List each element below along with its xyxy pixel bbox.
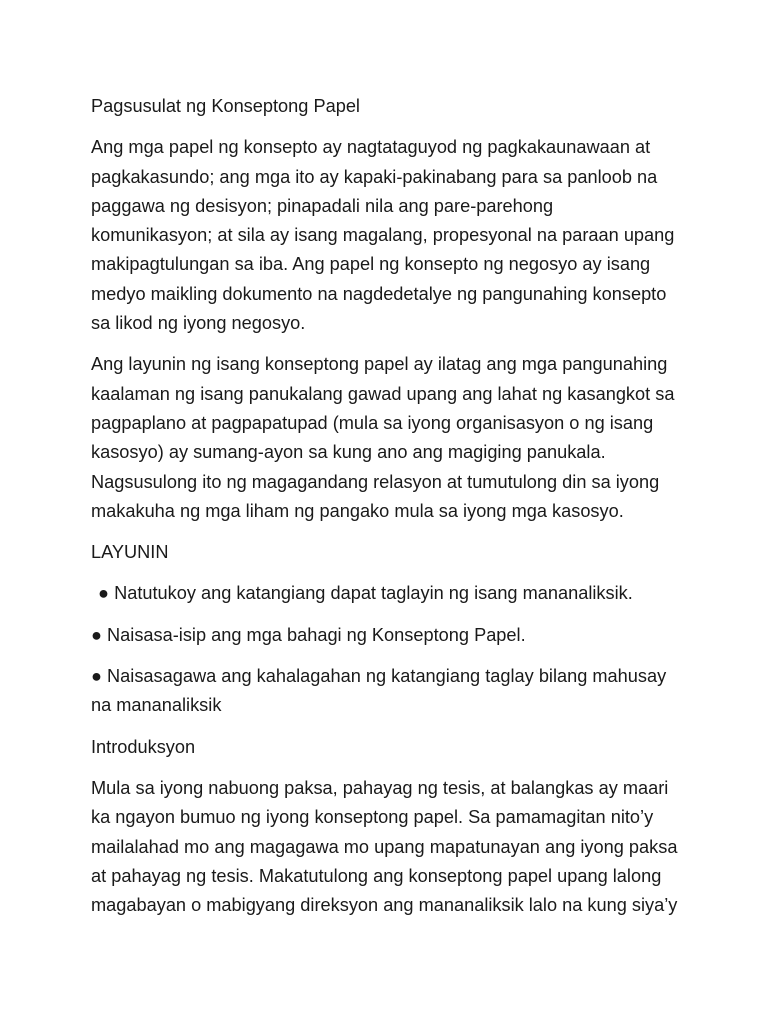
paragraph-line: ka ngayon bumuo ng iyong konseptong papel. Sa pamamagitan nito’y	[91, 807, 654, 828]
paragraph-line: medyo maikling dokumento na nagdedetalye ng pangunahing konsepto	[91, 283, 667, 304]
paragraph-1	[91, 133, 691, 338]
paragraph-line: kasosyo) ay sumang-ayon sa kung ano ang magiging panukala.	[91, 442, 606, 463]
paragraph-line: makakuha ng mga liham ng pangako mula sa iyong mga kasosyo.	[91, 500, 624, 521]
paragraph-line: pagkakasundo; ang mga ito ay kapaki-pakinabang para sa panloob na	[91, 166, 658, 187]
paragraph-line: Mula sa iyong nabuong paksa, pahayag ng tesis, at balangkas ay maari	[91, 777, 669, 798]
bullet-text-continuation: na mananaliksik	[91, 695, 222, 716]
paragraph-line: Nagsusulong ito ng magagandang relasyon at tumutulong din sa iyong	[91, 471, 660, 492]
paragraph-line: pagpaplano at pagpapatupad (mula sa iyong organisasyon o ng isang	[91, 412, 654, 433]
paragraph-line: at pahayag ng tesis. Makatutulong ang konseptong papel upang lalong	[91, 865, 662, 886]
paragraph-2	[91, 350, 691, 526]
paragraph-line: Ang layunin ng isang konseptong papel ay ilatag ang mga pangunahing	[91, 354, 668, 375]
paragraph-line: magabayan o mabigyang direksyon ang mananaliksik lalo na kung siya’y	[91, 895, 678, 916]
paragraph-line: kaalaman ng isang panukalang gawad upang ang lahat ng kasangkot sa	[91, 383, 675, 404]
document-page	[91, 92, 691, 932]
paragraph-line: sa likod ng iyong negosyo.	[91, 313, 306, 334]
paragraph-3	[91, 774, 691, 920]
heading-layunin: LAYUNIN	[91, 542, 169, 563]
paragraph-line: komunikasyon; at sila ay isang magalang, propesyonal na paraan upang	[91, 225, 675, 246]
heading-introduksyon: Introduksyon	[91, 736, 196, 757]
paragraph-line: Ang mga papel ng konsepto ay nagtataguyod ng pagkakaunawaan at	[91, 137, 651, 158]
paragraph-line: paggawa ng desisyon; pinapadali nila ang pare-parehong	[91, 195, 554, 216]
paragraph-line: makipagtulungan sa iba. Ang papel ng konsepto ng negosyo ay isang	[91, 254, 651, 275]
bullet-text: ● Naisasa-isip ang mga bahagi ng Konseptong Papel.	[91, 624, 526, 645]
bullet-item-2	[91, 621, 691, 650]
bullet-text: ● Naisasagawa ang kahalagahan ng katangiang taglay bilang mahusay	[91, 666, 667, 687]
paragraph-line: mailalahad mo ang magagawa mo upang mapatunayan ang iyong paksa	[91, 836, 678, 857]
document-title: Pagsusulat ng Konseptong Papel	[91, 96, 360, 116]
bullet-item-3	[91, 662, 691, 721]
bullet-text: ● Natutukoy ang katangiang dapat taglayin ng isang mananaliksik.	[93, 583, 633, 604]
bullet-item-1	[91, 579, 691, 608]
